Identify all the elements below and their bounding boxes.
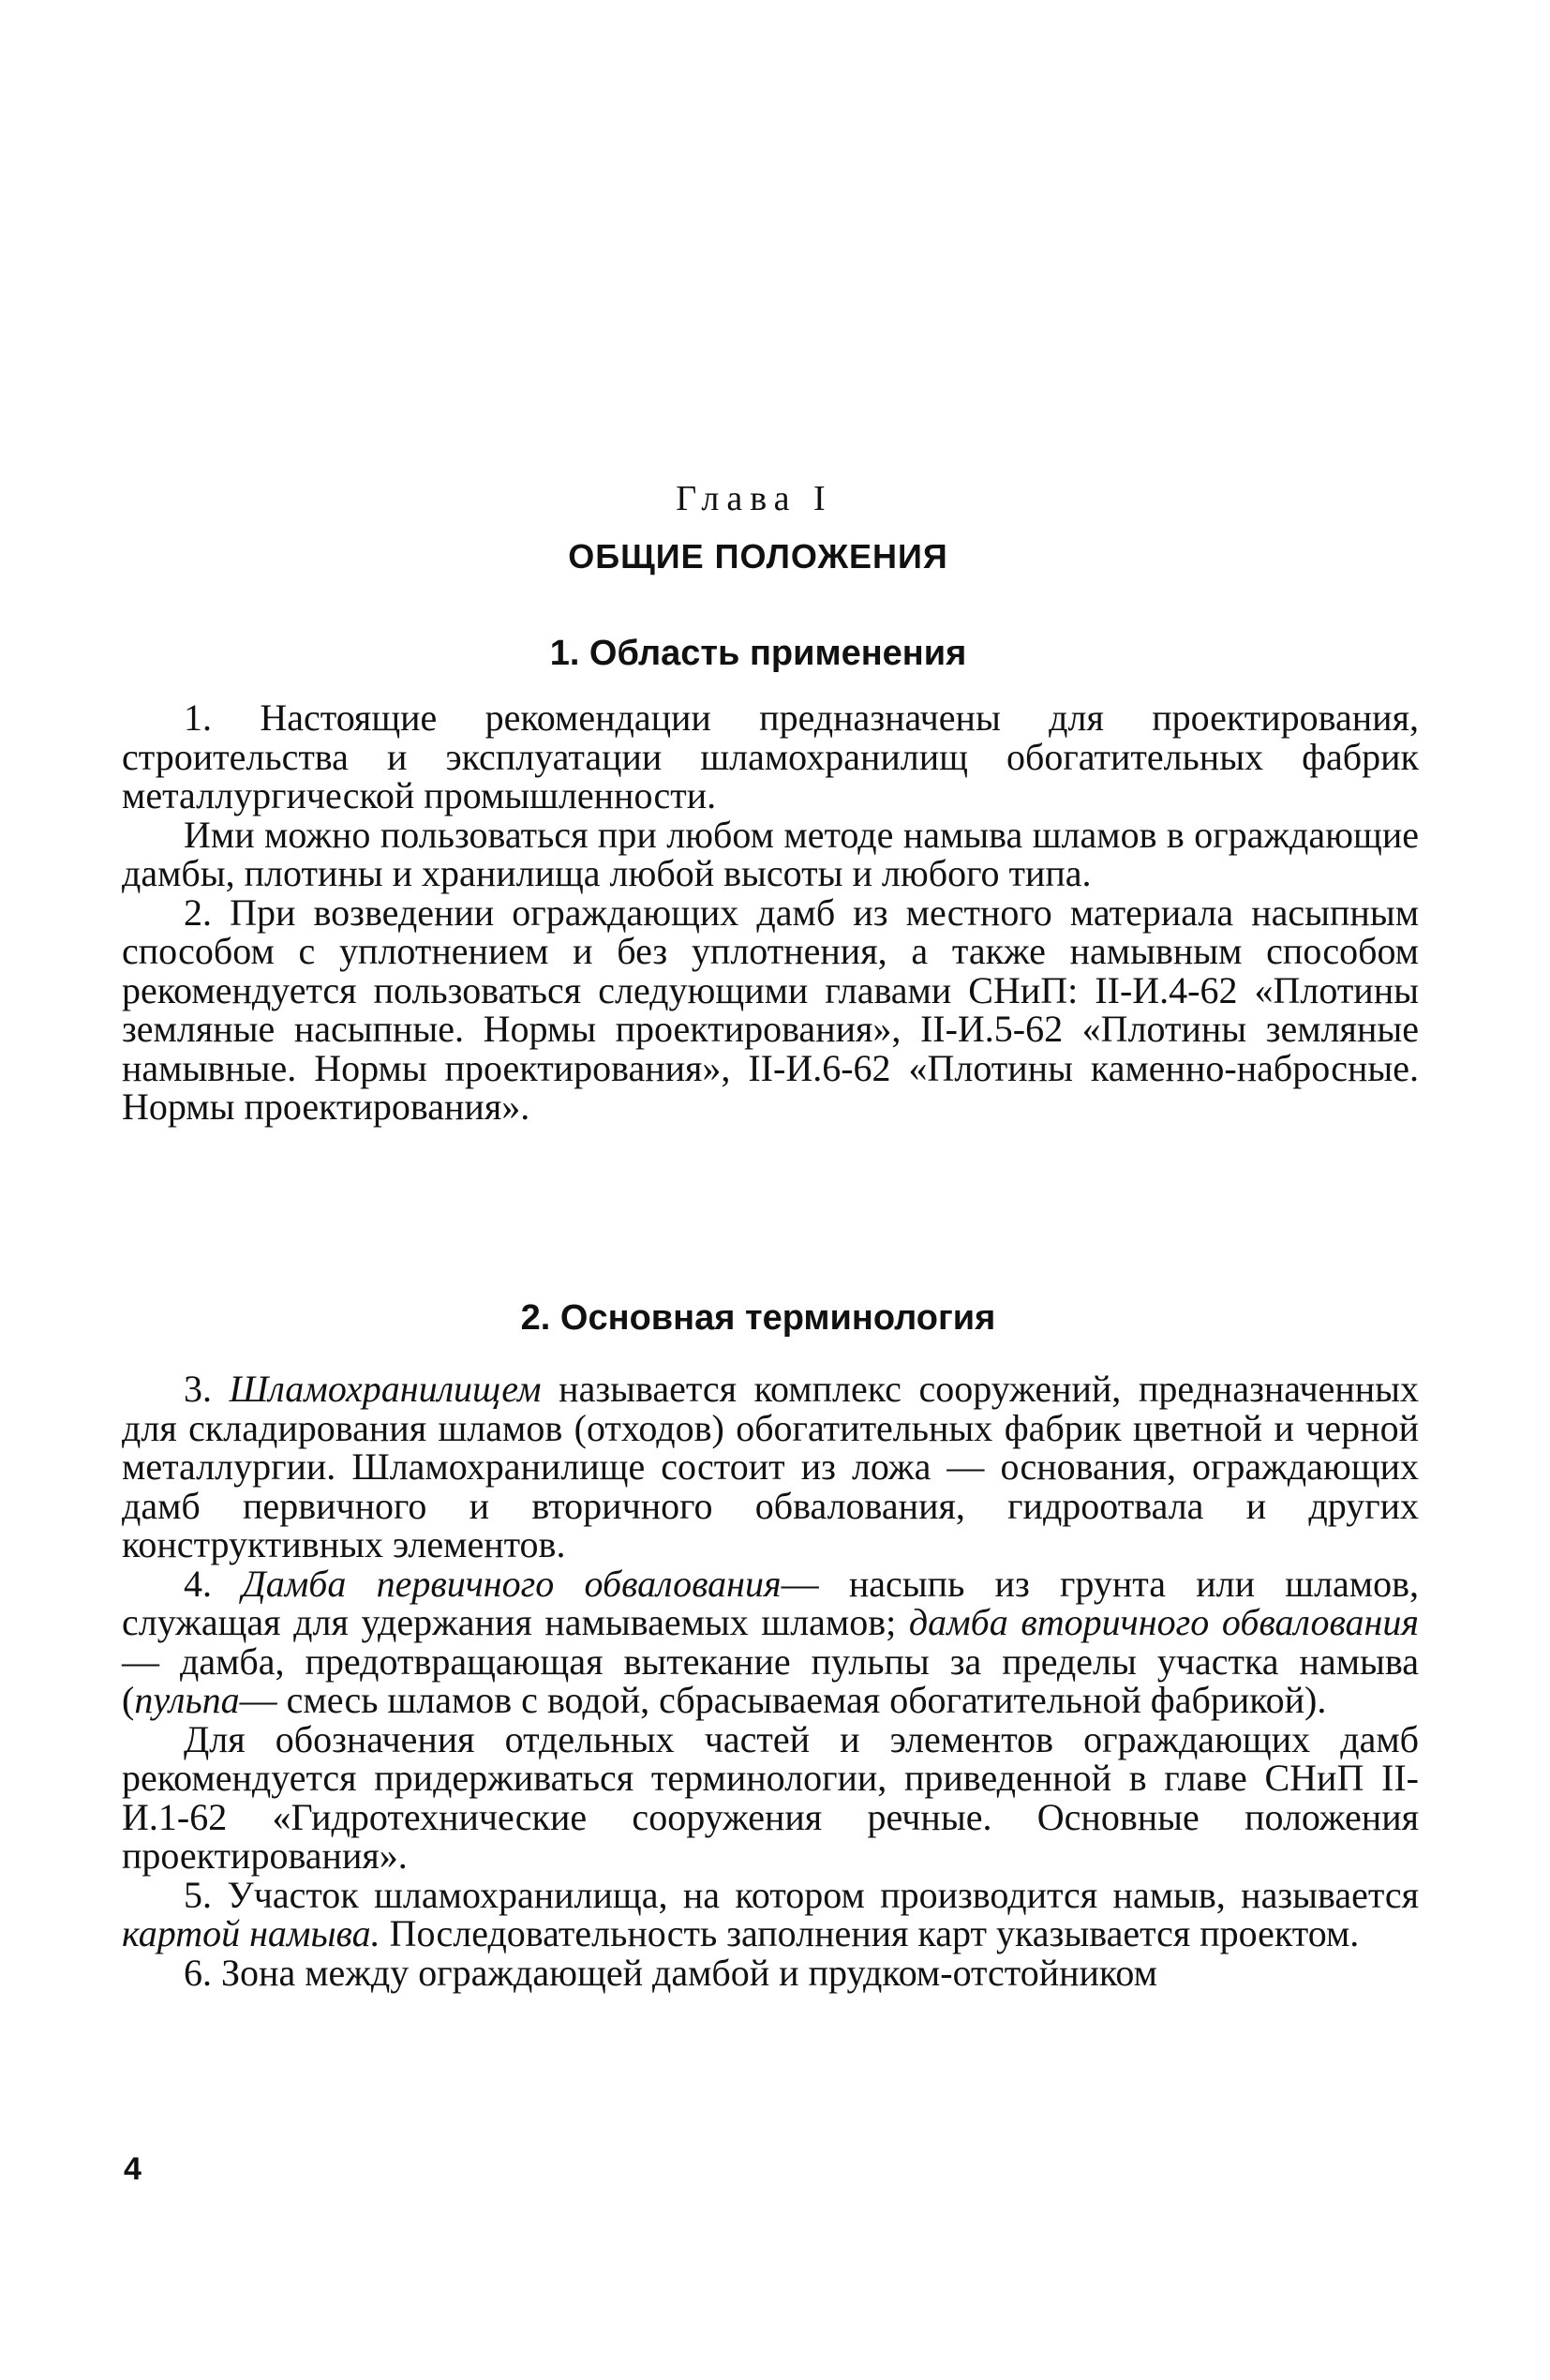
term-sludge-storage: Шламохранилищем: [229, 1368, 542, 1410]
paragraph-5: [122, 1873, 1419, 1954]
paragraph-4-number: 4.: [184, 1562, 212, 1605]
section-title-terminology: 2. Основная терминология: [520, 1298, 996, 1338]
term-wash-map: картой намыва.: [122, 1912, 380, 1954]
chapter-title: ОБЩИЕ ПОЛОЖЕНИЯ: [568, 537, 948, 576]
paragraph-4-text-3: — смесь шламов с водой, сбрасываемая обогатительной фабрикой).: [239, 1679, 1327, 1721]
term-pulp: пульпа: [134, 1679, 240, 1721]
paragraph-4-text-2: — дамба, предотвращающая вытекание пульпы за пределы участка намыва (: [122, 1639, 1419, 1721]
section-title-scope: 1. Область применения: [549, 634, 967, 673]
paragraph-2: 2. При возведении ограждающих дамб из местного материала насыпным способом с уплотнением и без уплотнения, а также намывным способом рекомендуется пользоваться следующими главами СНиП: II-И.4-62 «Плотины земляные насыпные. Нормы проектирования», II-И.5-62 «Плотины земляные намывные. Нормы проектирования», II-И.6-62 «Плотины каменно-набросные. Нормы проектирования».: [122, 891, 1419, 1128]
term-primary-dam: Дамба первичного обвалования: [242, 1562, 782, 1605]
paragraph-terminology-reference: Для обозначения отдельных частей и элементов ограждающих дамб рекомендуется придерживаться терминологии, приведенной в главе СНиП II-И.1-62 «Гидротехнические сооружения речные. Основные положения проектирования».: [122, 1717, 1419, 1877]
paragraph-1: 1. Настоящие рекомендации предназначены для проектирования, строительства и эксплуатации шламохранилищ обогатительных фабрик металлургической промышленности.: [122, 696, 1419, 816]
page-number: 4: [124, 2151, 142, 2187]
term-secondary-dam: дамба вторичного обвалования: [908, 1601, 1419, 1643]
paragraph-5-text-1: 5. Участок шламохранилища, на котором производится намыв, называется: [184, 1873, 1419, 1916]
paragraph-4: [122, 1564, 1419, 1720]
chapter-label: Глава I: [676, 479, 833, 518]
paragraph-3: [122, 1370, 1419, 1564]
section-scope-body: [122, 698, 1419, 1127]
paragraph-5-text-2: Последовательность заполнения карт указывается проектом.: [389, 1912, 1360, 1954]
section-terminology-body: [122, 1370, 1419, 1992]
paragraph-4-text-1: — насыпь из грунта или шламов, служащая для удержания намываемых шламов;: [122, 1562, 1419, 1643]
paragraph-3-text: называется комплекс сооружений, предназначенных для складирования шламов (отходов) обогатительных фабрик цветной и черной металлургии. Шламохранилище состоит из ложа — основания, ограждающих дамб первичного и вторичного обвалования, гидроотвала и других конструктивных элементов.: [122, 1368, 1420, 1565]
paragraph-1-continued: Ими можно пользоваться при любом методе намыва шламов в ограждающие дамбы, плотины и хранилища любой высоты и любого типа.: [122, 813, 1419, 894]
paragraph-6: 6. Зона между ограждающей дамбой и прудком-отстойником: [184, 1951, 1157, 1994]
paragraph-3-number: 3.: [184, 1368, 212, 1410]
